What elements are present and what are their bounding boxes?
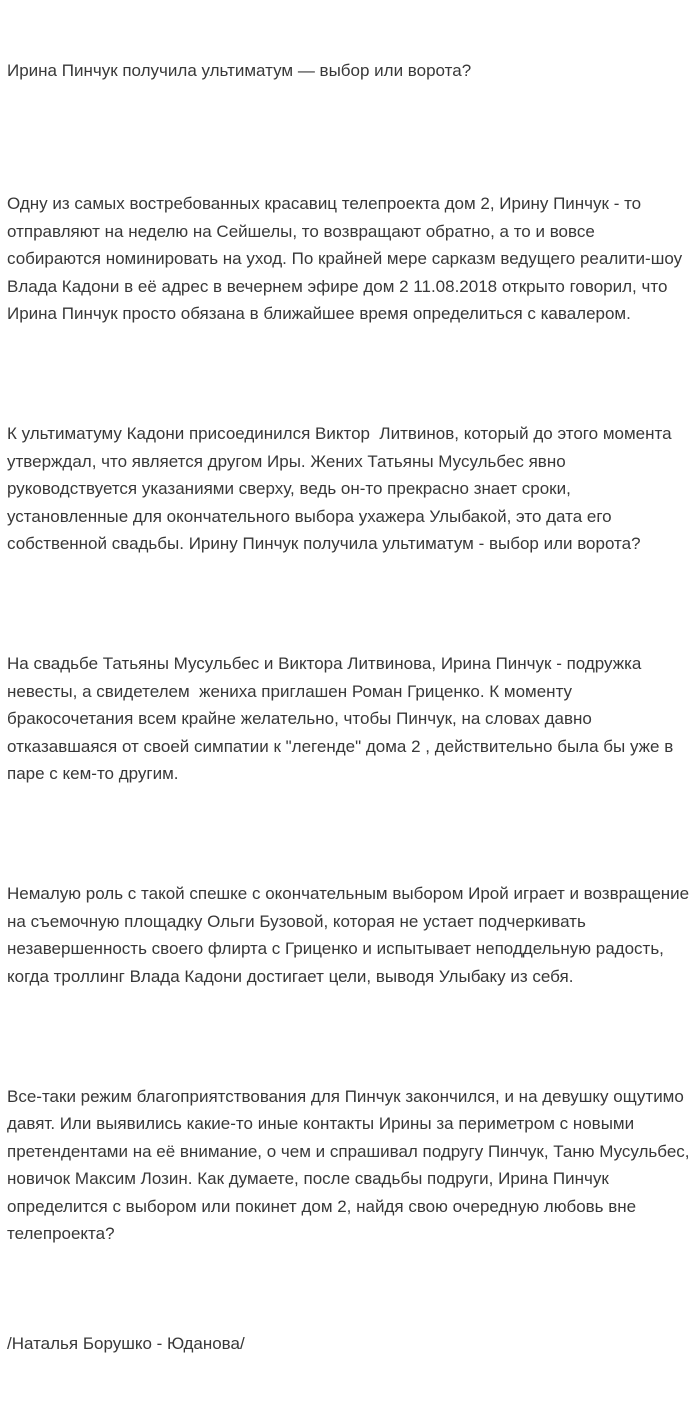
article-paragraph-4: Немалую роль с такой спешке с окончательным выбором Ирой играет и возвращение на съемочную площадку Ольги Бузовой, которая не устает подчеркивать незавершенность своего флирта с Гриценко и испытывает неподдельную радость, когда троллинг Влада Кадони достигает цели, выводя Улыбаку из себя. bbox=[7, 884, 694, 986]
article-paragraph-3: На свадьбе Татьяны Мусульбес и Виктора Литвинова, Ирина Пинчук - подружка невесты, а свидетелем жениха приглашен Роман Гриценко. К моменту бракосочетания всем крайне желательно, чтобы Пинчук, на словах давно отказавшаяся от своей симпатии к "легенде" дома 2 , действительно была бы уже в паре с кем-то другим. bbox=[7, 654, 678, 783]
article-byline: /Наталья Борушко - Юданова/ bbox=[7, 1334, 245, 1353]
article-paragraph-1: Одну из самых востребованных красавиц телепроекта дом 2, Ирину Пинчук - то отправляют на неделю на Сейшелы, то возвращают обратно, а то и вовсе собираются номинировать на уход. По крайней мере сарказм ведущего реалити-шоу Влада Кадони в её адрес в вечернем эфире дом 2 11.08.2018 открыто говорил, что Ирина Пинчук просто обязана в ближайшее время определиться с кавалером. bbox=[7, 194, 687, 323]
article-title: Ирина Пинчук получила ультиматум — выбор или ворота? bbox=[7, 61, 472, 80]
article-paragraph-2: К ультиматуму Кадони присоединился Виктор Литвинов, который до этого момента утверждал, что является другом Иры. Жених Татьяны Мусульбес явно руководствуется указаниями сверху, ведь он-то прекрасно знает сроки, установленные для окончательного выбора ухажера Улыбакой, это дата его собственной свадьбы. Ирину Пинчук получила ультиматум - выбор или ворота? bbox=[7, 424, 677, 553]
article-paragraph-5: Все-таки режим благоприятствования для Пинчук закончился, и на девушку ощутимо давят. Или выявились какие-то иные контакты Ирины за периметром с новыми претендентами на её внимание, о чем и спрашивал подругу Пинчук, Таню Мусульбес, новичок Максим Лозин. Как думаете, после свадьбы подруги, Ирина Пинчук определится с выбором или покинет дом 2, найдя свою очередную любовь вне телепроекта? bbox=[7, 1086, 695, 1243]
